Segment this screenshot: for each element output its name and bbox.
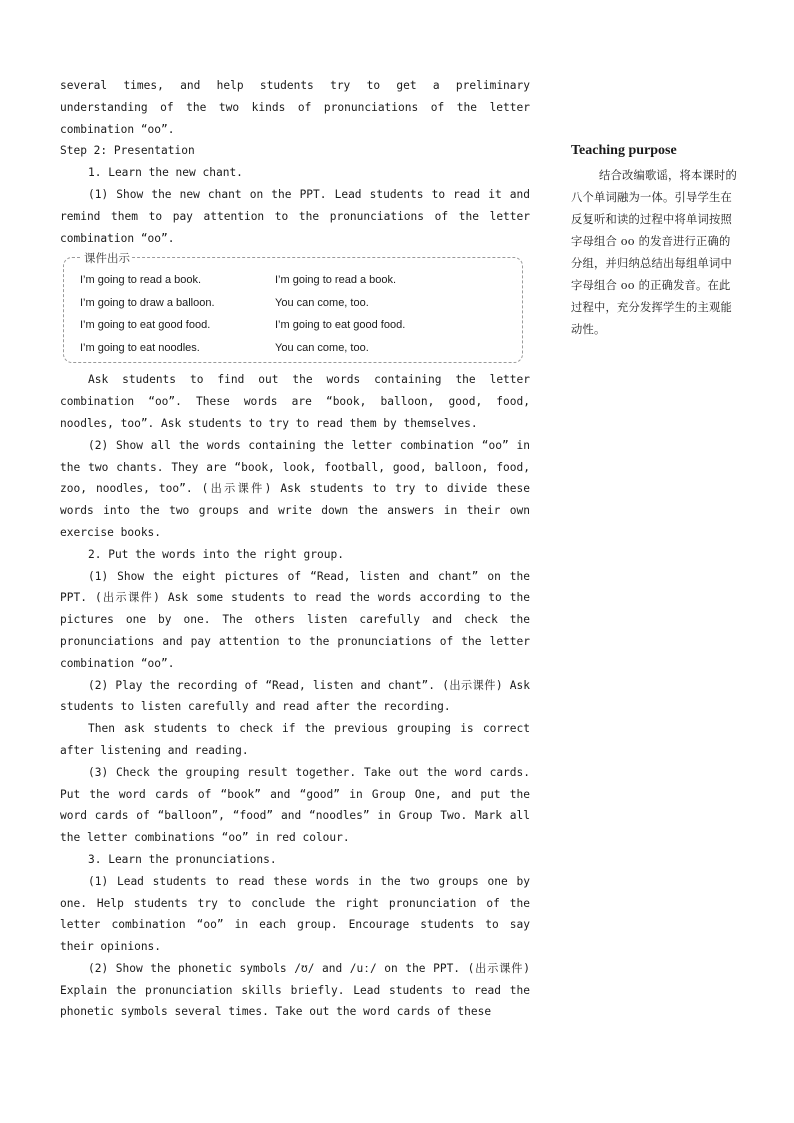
chant-line-left: I’m going to eat good food. bbox=[80, 319, 211, 332]
teaching-purpose-panel bbox=[571, 141, 741, 341]
chant-line-left: I’m going to read a book. bbox=[80, 274, 202, 287]
chant-lines bbox=[80, 269, 505, 359]
chant-line-right: You can come, too. bbox=[275, 341, 369, 354]
chant-line-left: I’m going to draw a balloon. bbox=[80, 296, 215, 309]
paragraph: 1. Learn the new chant. bbox=[88, 166, 243, 180]
paragraphs-top bbox=[60, 75, 530, 249]
paragraph: (1) Show the eight pictures of “Read, listen and chant” on the PPT. (出示课件) Ask some students to read the words according to the pictures one by one. The others listen carefully and check the pronunciations and pay attention to the pronunciations of the letter combination “oo”. bbox=[60, 569, 530, 670]
paragraph: (3) Check the grouping result together. Take out the word cards. Put the word cards of “book” and “good” in Group One, and put the word cards of “balloon”, “food” and “noodles” in Group Two. Mark all the letter combinations “oo” in red colour. bbox=[60, 765, 530, 845]
paragraph: Then ask students to check if the previous grouping is correct after listening and reading. bbox=[60, 722, 530, 757]
chant-line-left: I’m going to eat noodles. bbox=[80, 341, 200, 354]
chant-line-right: I’m going to eat good food. bbox=[275, 319, 406, 332]
paragraphs-bottom bbox=[60, 369, 530, 1023]
chant-box bbox=[63, 251, 523, 363]
teaching-purpose-title: Teaching purpose bbox=[571, 143, 677, 158]
paragraph: Ask students to find out the words containing the letter combination “oo”. These words are “book, balloon, good, food, noodles, too”. Ask students to try to read them by themselves. bbox=[60, 373, 530, 430]
paragraph: Step 2: Presentation bbox=[60, 144, 195, 158]
lesson-body bbox=[60, 75, 530, 1023]
chant-line-right: I’m going to read a book. bbox=[275, 274, 397, 287]
chant-box-label: 课件出示 bbox=[84, 251, 130, 266]
paragraph: (2) Show all the words containing the letter combination “oo” in the two chants. They are “book, look, football, good, balloon, food, zoo, noodles, too”. (出示课件) Ask students to try to divide these words into the two groups and write down the answers in their own exercise books. bbox=[60, 438, 530, 539]
paragraph: several times, and help students try to get a preliminary understanding of the two kinds of pronunciations of the letter combination “oo”. bbox=[60, 79, 530, 136]
teaching-purpose-text: 结合改编歌谣，将本课时的八个单词融为一体。引导学生在反复听和读的过程中将单词按照字母组合 oo 的发音进行正确的分组，并归纳总结出每组单词中字母组合 oo 的正确发音。在此过程中，充分发挥学生的主观能动性。 bbox=[571, 169, 737, 336]
paragraph: (1) Lead students to read these words in the two groups one by one. Help students try to conclude the right pronunciation of the letter combination “oo” in each group. Encourage students to say their opinions. bbox=[60, 874, 530, 954]
paragraph: (2) Play the recording of “Read, listen and chant”. (出示课件) Ask students to listen carefully and read after the recording. bbox=[60, 678, 530, 714]
chant-line-right: You can come, too. bbox=[275, 296, 369, 309]
paragraph: (1) Show the new chant on the PPT. Lead students to read it and remind them to pay attention to the pronunciations of the letter combination “oo”. bbox=[60, 187, 530, 245]
paragraph: 2. Put the words into the right group. bbox=[88, 547, 344, 561]
paragraph: (2) Show the phonetic symbols /ʊ/ and /uː/ on the PPT. (出示课件) Explain the pronunciation skills briefly. Lead students to read the phonetic symbols several times. Take out the word cards of these bbox=[60, 961, 530, 1019]
paragraph: 3. Learn the pronunciations. bbox=[88, 852, 277, 866]
